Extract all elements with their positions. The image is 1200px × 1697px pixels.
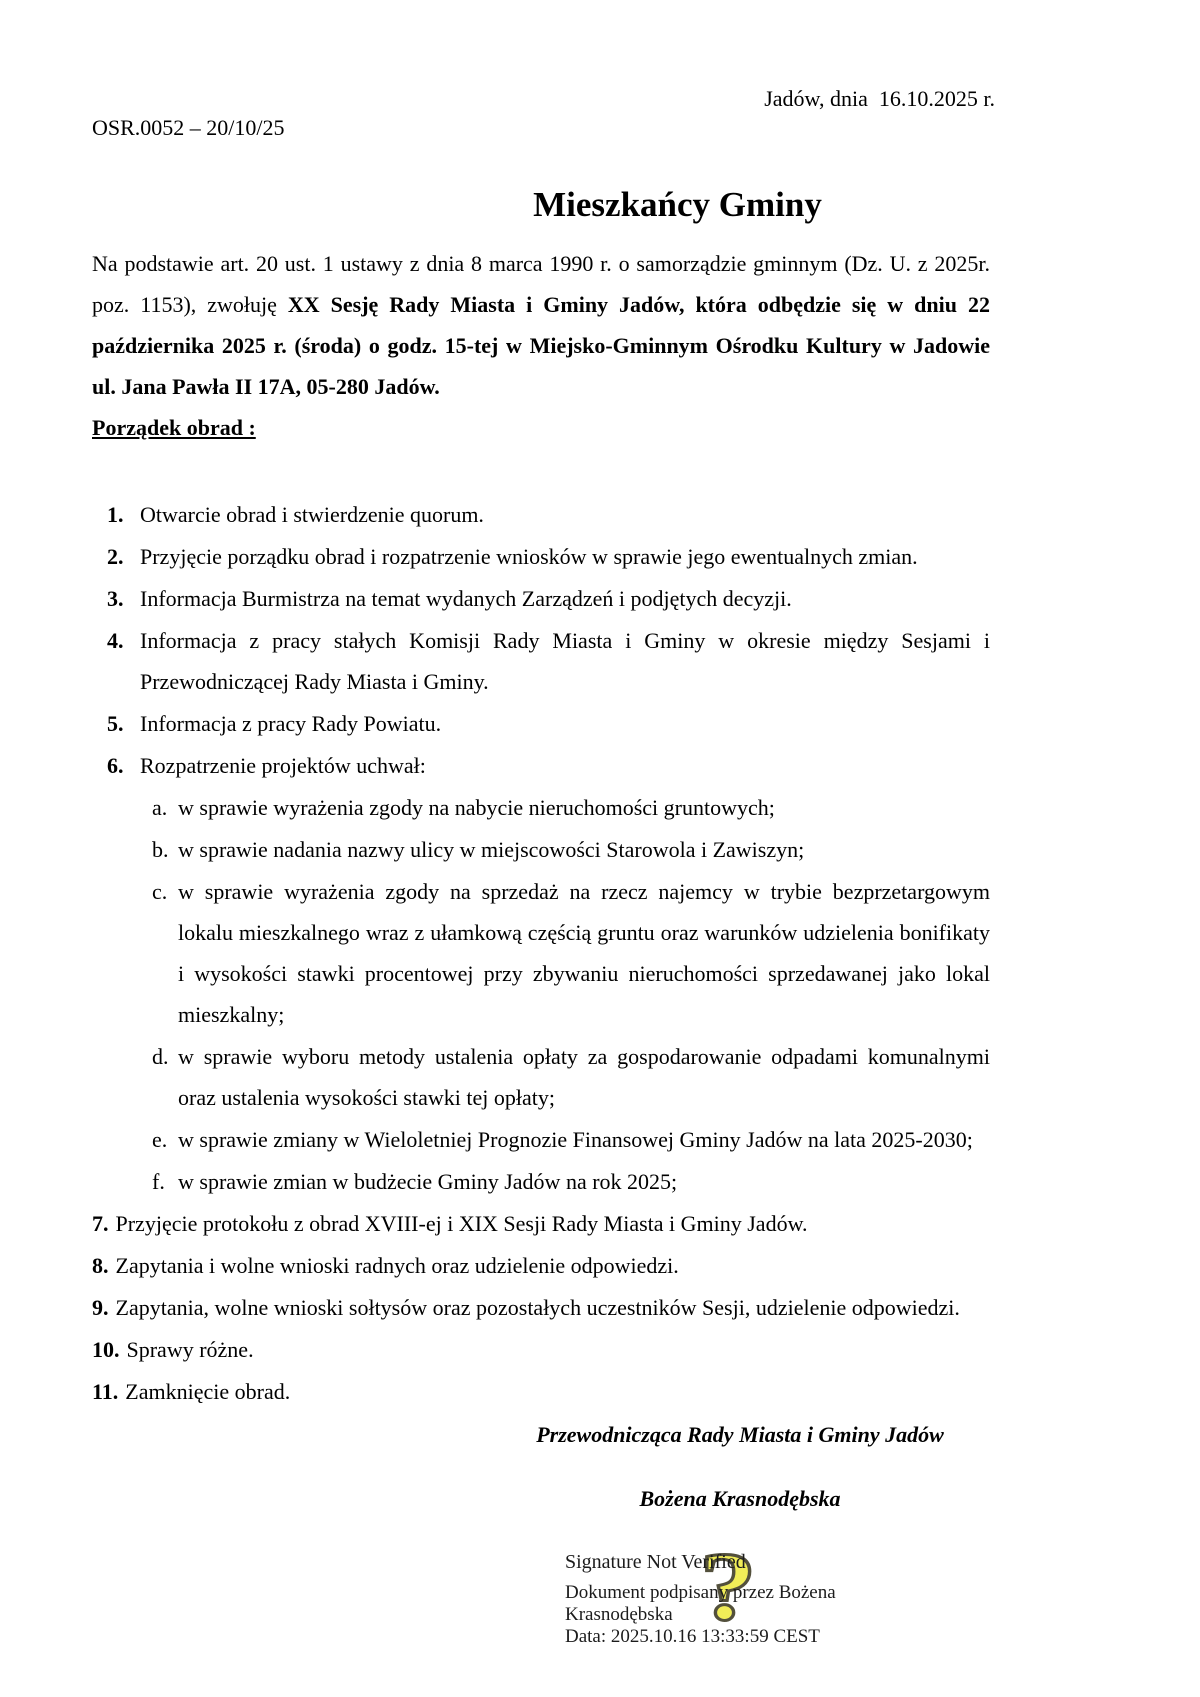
list-item-number: 2. xyxy=(107,544,124,569)
sub-list-item-letter: d. xyxy=(152,1044,169,1069)
list-item-text: Sprawy różne. xyxy=(126,1337,254,1362)
list-item xyxy=(0,620,990,702)
list-item xyxy=(0,1287,990,1328)
sub-list-item-text: w sprawie zmian w budżecie Gminy Jadów na rok 2025; xyxy=(178,1169,678,1194)
list-item-text: Informacja z pracy Rady Powiatu. xyxy=(140,711,442,736)
list-item xyxy=(0,1245,990,1286)
list-item xyxy=(0,494,990,535)
list-item-text: Zamknięcie obrad. xyxy=(125,1379,291,1404)
list-item xyxy=(0,536,990,577)
list-item xyxy=(0,745,990,786)
reference-number: OSR.0052 – 20/10/25 xyxy=(92,115,285,140)
list-item xyxy=(0,1329,990,1370)
list-item-text: Zapytania i wolne wnioski radnych oraz udzielenie odpowiedzi. xyxy=(115,1253,679,1278)
sub-list-item xyxy=(0,1036,990,1118)
list-item-text: Zapytania, wolne wnioski sołtysów oraz pozostałych uczestników Sesji, udzielenie odpowiedzi. xyxy=(115,1295,960,1320)
list-item xyxy=(0,703,990,744)
sub-list-item xyxy=(0,1161,990,1202)
sub-list-item-letter: a. xyxy=(152,795,168,820)
list-item-number: 6. xyxy=(107,753,124,778)
sub-list-item-text: w sprawie wyrażenia zgody na nabycie nieruchomości gruntowych; xyxy=(178,795,775,820)
stamp-signer-line: Krasnodębska xyxy=(565,1604,673,1625)
stamp-status-text: Signature Not Verified xyxy=(565,1551,746,1573)
stamp-signer-line: Dokument podpisany przez Bożena xyxy=(565,1582,836,1603)
signature-role: Przewodnicząca Rady Miasta i Gminy Jadów xyxy=(536,1422,944,1447)
intro-text-bold: XX Sesję Rady Miasta i Gminy Jadów, która odbędzie się w dniu 22 października 2025 r. (środa) o godz. 15-tej w Miejsko-Gminnym Ośrodku Kultury w Jadowie ul. Jana Pawła II 17A, 05-280 Jadów. xyxy=(92,292,990,399)
digital-signature-stamp xyxy=(565,1533,985,1648)
stamp-date-line: Data: 2025.10.16 13:33:59 CEST xyxy=(565,1626,820,1647)
intro-paragraph xyxy=(92,243,990,407)
page-title: Mieszkańcy Gminy xyxy=(533,185,822,224)
list-item-number: 11. xyxy=(92,1379,119,1404)
intro-text-normal: Na podstawie art. 20 ust. 1 ustawy z dnia 8 marca 1990 r. o samorządzie gminnym (Dz. U. z 2025r. poz. 1153), zwołuję xyxy=(92,251,990,317)
list-item-number: 4. xyxy=(107,628,124,653)
list-item-number: 3. xyxy=(107,586,124,611)
list-item-number: 9. xyxy=(92,1295,109,1320)
list-item-number: 7. xyxy=(92,1211,109,1236)
sub-list-item-letter: b. xyxy=(152,837,169,862)
list-item-text: Przyjęcie porządku obrad i rozpatrzenie wniosków w sprawie jego ewentualnych zmian. xyxy=(140,544,918,569)
list-item-number: 8. xyxy=(92,1253,109,1278)
list-item xyxy=(0,1371,990,1412)
list-item-number: 5. xyxy=(107,711,124,736)
sub-list-item-letter: e. xyxy=(152,1127,168,1152)
sub-list-item xyxy=(0,829,990,870)
sub-list-item xyxy=(0,787,990,828)
agenda-heading: Porządek obrad : xyxy=(92,415,256,440)
sub-list-item xyxy=(0,871,990,1035)
sub-list-item-text: w sprawie nadania nazwy ulicy w miejscowości Starowola i Zawiszyn; xyxy=(178,837,805,862)
list-item xyxy=(0,1203,990,1244)
sub-list-item-text: w sprawie zmiany w Wieloletniej Prognozie Finansowej Gminy Jadów na lata 2025-2030; xyxy=(178,1127,973,1152)
list-item-text: Otwarcie obrad i stwierdzenie quorum. xyxy=(140,502,484,527)
date-line: Jadów, dnia 16.10.2025 r. xyxy=(764,86,995,111)
list-item-text: Rozpatrzenie projektów uchwał: xyxy=(140,753,426,778)
list-item-number: 10. xyxy=(92,1337,120,1362)
sub-list-item-letter: f. xyxy=(152,1169,165,1194)
sub-list-item xyxy=(0,1119,990,1160)
sub-list-item-text: w sprawie wyrażenia zgody na sprzedaż na rzecz najemcy w trybie bezprzetargowym lokalu mieszkalnego wraz z ułamkową częścią gruntu oraz warunków udzielenia bonifikaty i wysokości stawki procentowej przy zbywaniu nieruchomości sprzedawanej jako lokal mieszkalny; xyxy=(178,879,990,1027)
sub-list-item-text: w sprawie wyboru metody ustalenia opłaty za gospodarowanie odpadami komunalnymi oraz ustalenia wysokości stawki tej opłaty; xyxy=(178,1044,990,1110)
agenda-list xyxy=(0,494,990,1412)
list-item-text: Informacja z pracy stałych Komisji Rady Miasta i Gminy w okresie między Sesjami i Przewodniczącej Rady Miasta i Gminy. xyxy=(140,628,990,694)
sub-list-item-letter: c. xyxy=(152,879,168,904)
question-mark-icon: ? xyxy=(700,1533,757,1641)
list-item-text: Informacja Burmistrza na temat wydanych Zarządzeń i podjętych decyzji. xyxy=(140,586,792,611)
list-item-number: 1. xyxy=(107,502,124,527)
signature-name: Bożena Krasnodębska xyxy=(639,1486,841,1511)
list-item xyxy=(0,578,990,619)
list-item-text: Przyjęcie protokołu z obrad XVIII-ej i XIX Sesji Rady Miasta i Gminy Jadów. xyxy=(115,1211,808,1236)
